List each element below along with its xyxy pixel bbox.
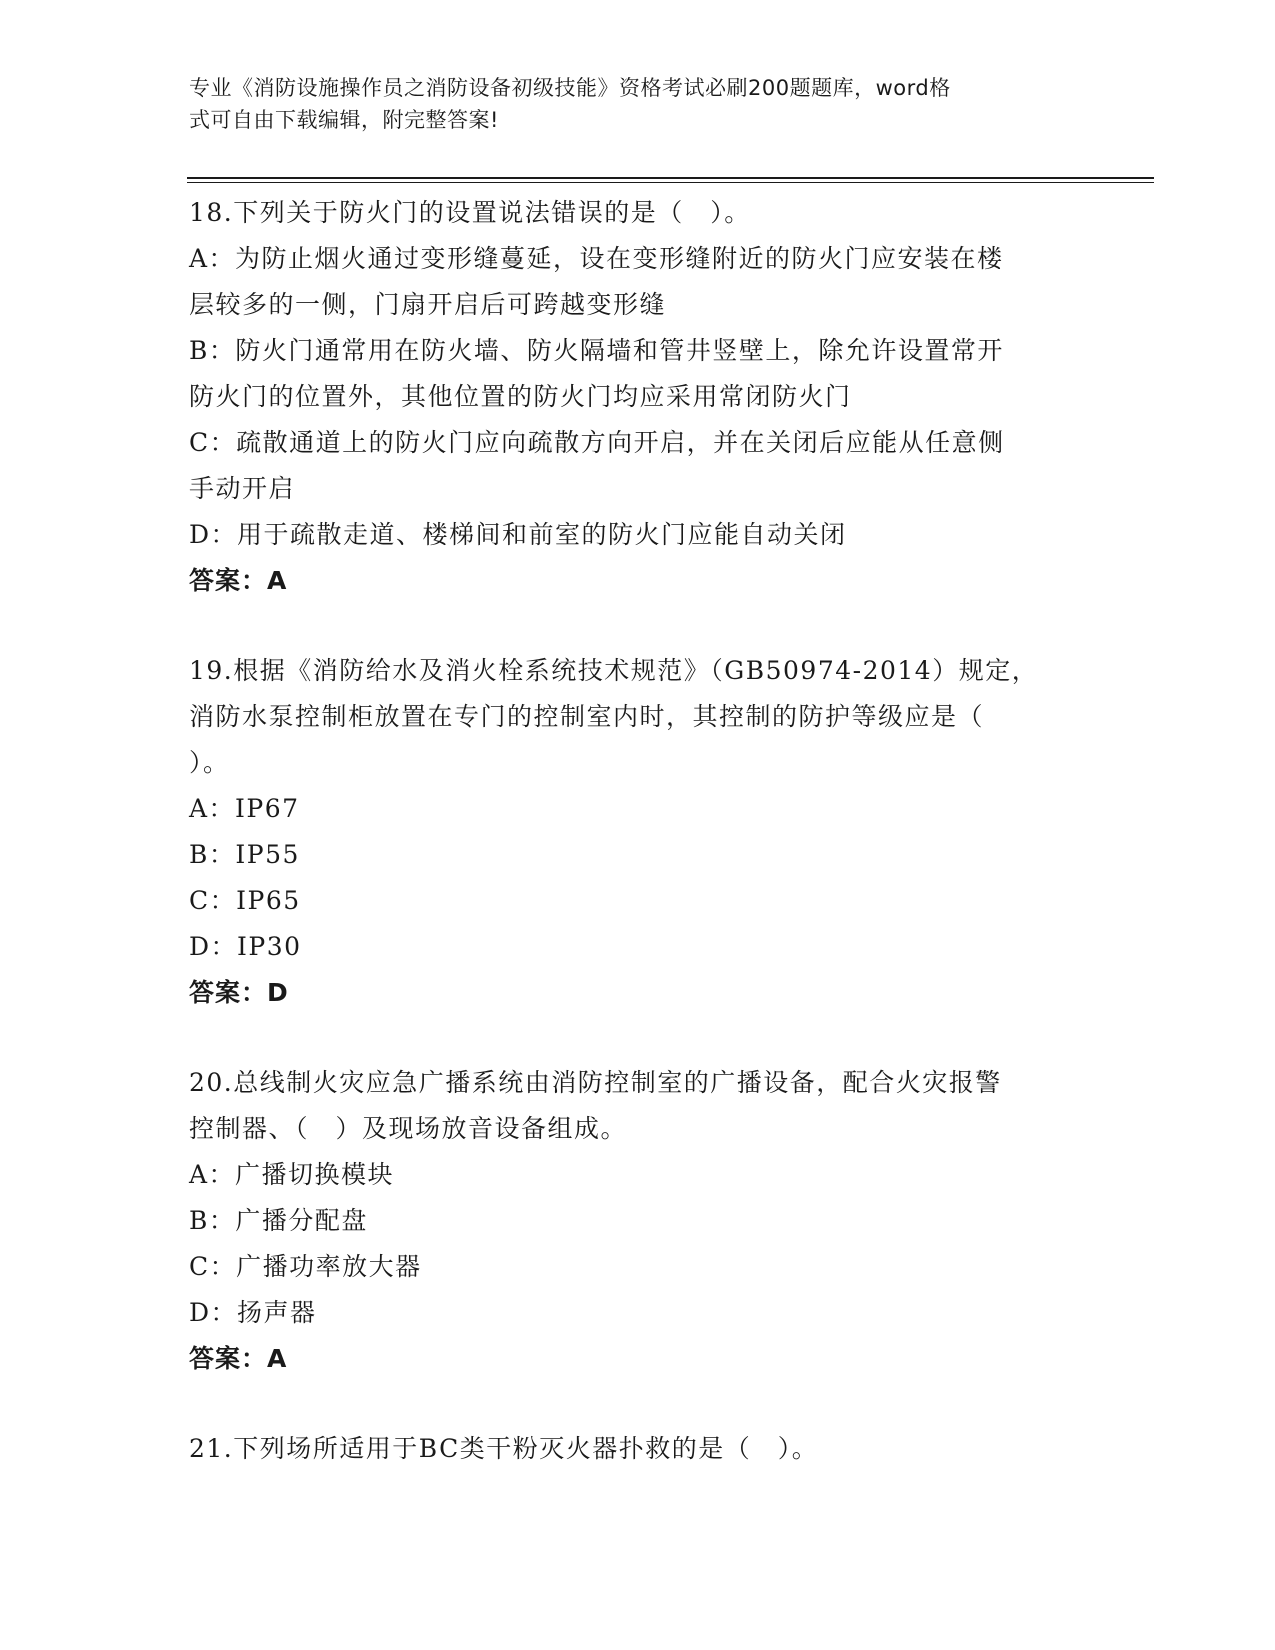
- question-list: [189, 190, 1089, 1516]
- document-header: [189, 72, 1089, 136]
- option-a: A：为防止烟火通过变形缝蔓延，设在变形缝附近的防火门应安装在楼: [189, 244, 1004, 273]
- option-c: C：广播功率放大器: [189, 1252, 422, 1281]
- header-divider-thick: [187, 177, 1154, 179]
- answer-line: 答案：D: [189, 978, 289, 1007]
- question-19: [189, 648, 1089, 1016]
- question-stem-cont: ）。: [189, 748, 230, 777]
- option-b: B：防火门通常用在防火墙、防火隔墙和管井竖壁上，除允许设置常开: [189, 336, 1004, 365]
- option-d: D：IP30: [189, 932, 302, 961]
- question-20: [189, 1060, 1089, 1382]
- question-stem: 20.总线制火灾应急广播系统由消防控制室的广播设备，配合火灾报警: [189, 1068, 1002, 1097]
- option-a: A：广播切换模块: [189, 1160, 395, 1189]
- option-a: A：IP67: [189, 794, 300, 823]
- option-b-cont: 防火门的位置外，其他位置的防火门均应采用常闭防火门: [189, 382, 852, 411]
- question-18: [189, 190, 1089, 604]
- header-divider-thin: [187, 182, 1154, 183]
- option-c: C：IP65: [189, 886, 301, 915]
- option-c-cont: 手动开启: [189, 474, 296, 503]
- option-d: D：扬声器: [189, 1298, 317, 1327]
- option-d: D：用于疏散走道、楼梯间和前室的防火门应能自动关闭: [189, 520, 847, 549]
- question-21: [189, 1426, 1089, 1472]
- option-b: B：IP55: [189, 840, 300, 869]
- option-c: C：疏散通道上的防火门应向疏散方向开启，并在关闭后应能从任意侧: [189, 428, 1005, 457]
- question-stem-cont: 消防水泵控制柜放置在专门的控制室内时，其控制的防护等级应是（: [189, 702, 985, 731]
- question-stem: 21.下列场所适用于BC类干粉灭火器扑救的是（ ）。: [189, 1434, 819, 1463]
- header-line-1: 专业《消防设施操作员之消防设备初级技能》资格考试必刷200题题库，word格: [189, 76, 951, 100]
- question-stem: 18.下列关于防火门的设置说法错误的是（ ）。: [189, 198, 751, 227]
- option-b: B：广播分配盘: [189, 1206, 368, 1235]
- answer-line: 答案：A: [189, 566, 288, 595]
- header-line-2: 式可自由下载编辑，附完整答案!: [189, 108, 499, 132]
- question-stem: 19.根据《消防给水及消火栓系统技术规范》（GB50974-2014）规定，: [189, 656, 1039, 685]
- answer-line: 答案：A: [189, 1344, 288, 1373]
- option-a-cont: 层较多的一侧，门扇开启后可跨越变形缝: [189, 290, 667, 319]
- question-stem-cont: 控制器、（ ）及现场放音设备组成。: [189, 1114, 628, 1143]
